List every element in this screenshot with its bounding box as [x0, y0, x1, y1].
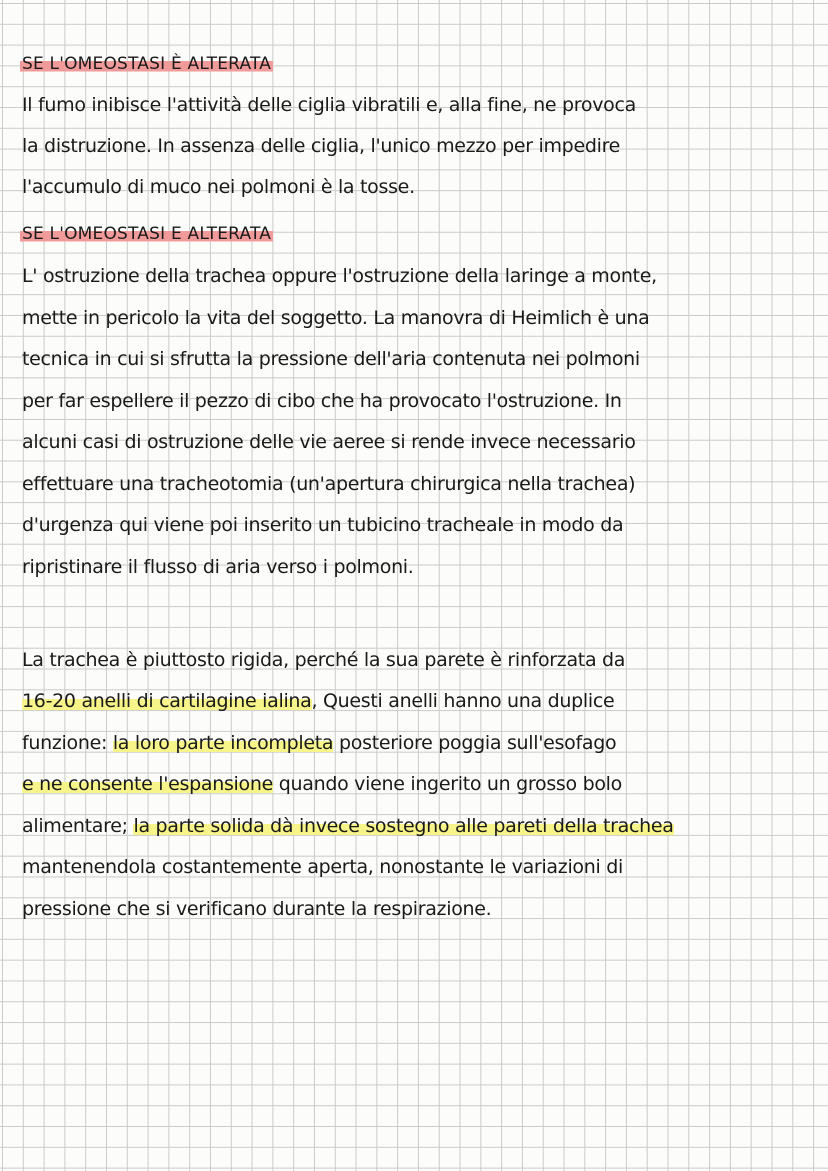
text-line: l'accumulo di muco nei polmoni è la tosse.	[22, 176, 415, 198]
text-line: mantenendola costantemente aperta, nonostante le variazioni di	[22, 856, 623, 878]
text-line: tecnica in cui si sfrutta la pressione dell'aria contenuta nei polmoni	[22, 348, 640, 370]
section-heading-2	[22, 222, 273, 246]
text-line: alcuni casi di ostruzione delle vie aeree si rende invece necessario	[22, 431, 636, 453]
text-line: La trachea è piuttosto rigida, perché la sua parete è rinforzata da	[22, 649, 626, 671]
text-line	[22, 772, 622, 796]
text-line	[22, 814, 674, 838]
heading-highlight: SE L'OMEOSTASI È ALTERATA	[22, 54, 272, 74]
text-line: L' ostruzione della trachea oppure l'ostruzione della laringe a monte,	[22, 265, 657, 287]
text-line: d'urgenza qui viene poi inserito un tubicino tracheale in modo da	[22, 514, 624, 536]
text-fragment: , Questi anelli hanno una duplice	[311, 690, 615, 712]
text-fragment: funzione:	[22, 732, 113, 754]
text-line: la distruzione. In assenza delle ciglia, l'unico mezzo per impedire	[22, 135, 621, 157]
yellow-highlight: la parte solida dà invece sostegno alle pareti della trachea	[133, 815, 674, 837]
heading-highlight: SE L'OMEOSTASI E ALTERATA	[22, 224, 272, 244]
yellow-highlight: e ne consente l'espansione	[22, 773, 273, 795]
text-line: pressione che si verificano durante la respirazione.	[22, 898, 492, 920]
text-line: effettuare una tracheotomia (un'apertura chirurgica nella trachea)	[22, 473, 636, 495]
text-line	[22, 731, 616, 755]
yellow-highlight: 16-20 anelli di cartilagine ialina	[22, 690, 312, 712]
text-fragment: posteriore poggia sull'esofago	[333, 732, 617, 754]
text-line: ripristinare il flusso di aria verso i polmoni.	[22, 556, 414, 578]
text-fragment: alimentare;	[22, 815, 134, 837]
text-line: Il fumo inibisce l'attività delle ciglia vibratili e, alla fine, ne provoca	[22, 94, 636, 116]
section-heading-1	[22, 52, 273, 76]
yellow-highlight: la loro parte incompleta	[112, 732, 334, 754]
text-fragment: quando viene ingerito un grosso bolo	[273, 773, 622, 795]
text-line	[22, 689, 614, 713]
text-line: per far espellere il pezzo di cibo che ha provocato l'ostruzione. In	[22, 390, 622, 412]
text-line: mette in pericolo la vita del soggetto. La manovra di Heimlich è una	[22, 307, 650, 329]
